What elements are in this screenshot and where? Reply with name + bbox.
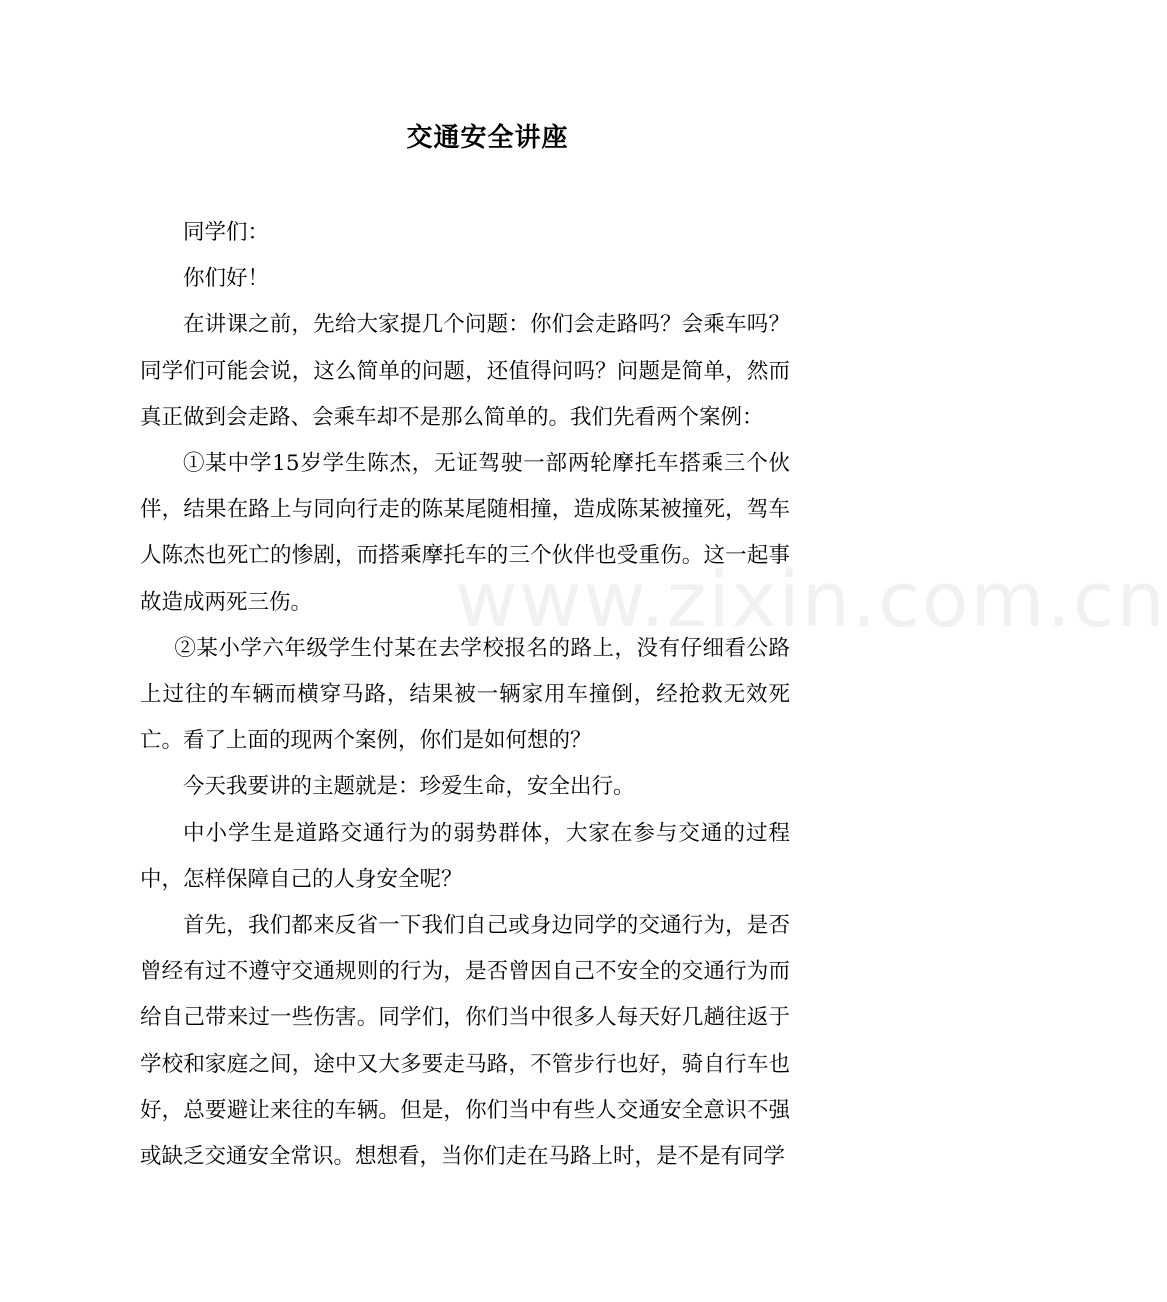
salutation-paragraph: 同学们：	[183, 220, 270, 245]
page-title: 交通安全讲座	[406, 123, 569, 153]
greeting-paragraph: 你们好！	[183, 266, 270, 292]
case-two-paragraph: ②某小学六年级学生付某在去学校报名的路上，没有仔细看公路上过往的车辆而横穿马路，结果被一辆家用车撞倒，经抢救无效死亡。看了上面的现两个案例，你们是如何想的？	[140, 635, 790, 754]
question-paragraph: 中小学生是道路交通行为的弱势群体，大家在参与交通的过程中，怎样保障自己的人身安全呢？	[140, 820, 790, 892]
theme-paragraph: 今天我要讲的主题就是：珍爱生命，安全出行。	[183, 774, 635, 800]
case-one-paragraph: ①某中学15岁学生陈杰，无证驾驶一部两轮摩托车搭乘三个伙伴，结果在路上与同向行走的陈某尾随相撞，造成陈某被撞死，驾车人陈杰也死亡的惨剧，而搭乘摩托车的三个伙伴也受重伤。这一起事故造成两死三伤。	[140, 451, 790, 615]
reflection-paragraph: 首先，我们都来反省一下我们自己或身边同学的交通行为，是否曾经有过不遵守交通规则的行为，是否曾因自己不安全的交通行为而给自己带来过一些伤害。同学们，你们当中很多人每天好几趟往返于学校和家庭之间，途中又大多要走马路，不管步行也好，骑自行车也好，总要避让来往的车辆。但是，你们当中有些人交通安全意识不强或缺乏交通安全常识。想想看，当你们走在马路上时，是不是有同学	[140, 913, 790, 1170]
watermark: www.zixin.com.cn	[455, 555, 1167, 644]
intro-paragraph: 在讲课之前，先给大家提几个问题：你们会走路吗？会乘车吗？同学们可能会说，这么简单的问题，还值得问吗？问题是简单，然而真正做到会走路、会乘车却不是那么简单的。我们先看两个案例：	[140, 312, 790, 430]
document-body	[140, 210, 790, 1180]
